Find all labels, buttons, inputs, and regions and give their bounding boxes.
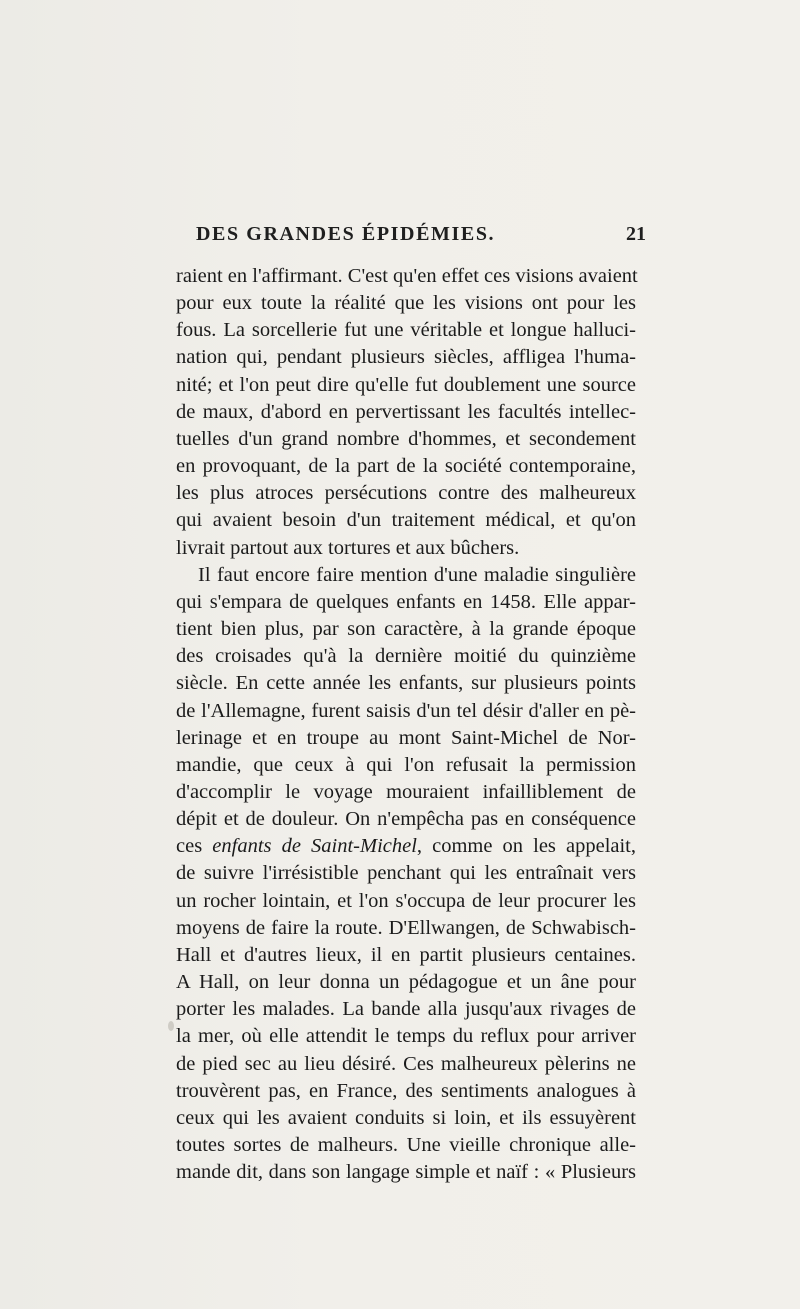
text-line: lerinage et en troupe au mont Saint-Michel de Nor- (176, 726, 636, 749)
paper-spot (168, 1021, 174, 1031)
text-line: tuelles d'un grand nombre d'hommes, et secondement (176, 427, 636, 450)
text-line: qui s'empara de quelques enfants en 1458. Elle appar- (176, 590, 636, 613)
italic-term: enfants de Saint-Michel (212, 835, 417, 858)
text-line: tient bien plus, par son caractère, à la grande époque (176, 618, 636, 641)
text-line: de l'Allemagne, furent saisis d'un tel désir d'aller en pè- (176, 699, 636, 722)
text-line: siècle. En cette année les enfants, sur plusieurs points (176, 672, 636, 695)
text-line: de suivre l'irrésistible penchant qui les entraînait vers (176, 862, 636, 885)
text-line: d'accomplir le voyage mouraient infailliblement de (176, 780, 636, 803)
text-line: les plus atroces persécutions contre des malheureux (176, 482, 636, 505)
body-text (176, 263, 636, 1186)
text-line: de maux, d'abord en pervertissant les facultés intellec- (176, 400, 636, 423)
text-line: dépit et de douleur. On n'empêcha pas en conséquence (176, 808, 636, 831)
text-line: Hall et d'autres lieux, il en partit plusieurs centaines. (176, 943, 636, 966)
text-line: de pied sec au lieu désiré. Ces malheureux pèlerins ne (176, 1052, 636, 1075)
text-segment: , comme on les appelait, (416, 835, 636, 858)
text-line: pour eux toute la réalité que les visions ont pour les (176, 292, 636, 315)
text-line: A Hall, on leur donna un pédagogue et un âne pour (176, 971, 636, 994)
paragraph-start-line: Il faut encore faire mention d'une maladie singulière (198, 563, 636, 586)
text-line: toutes sortes de malheurs. Une vieille chronique alle- (176, 1134, 636, 1156)
text-line: mande dit, dans son langage simple et naïf : « Plusieurs (176, 1161, 636, 1184)
paragraph-end-line: livrait partout aux tortures et aux bûchers. (176, 536, 520, 559)
text-line: moyens de faire la route. D'Ellwangen, de Schwabisch- (176, 916, 636, 939)
text-segment: ces (176, 835, 203, 858)
text-line: mandie, que ceux à qui l'on refusait la permission (176, 753, 636, 776)
running-title: DES GRANDES ÉPIDÉMIES. (196, 223, 496, 245)
text-line: la mer, où elle attendit le temps du reflux pour arriver (176, 1025, 636, 1048)
page-number: 21 (626, 223, 646, 245)
text-line: qui avaient besoin d'un traitement médical, et qu'on (176, 509, 636, 532)
text-line: un rocher lointain, et l'on s'occupa de leur procurer les (176, 889, 636, 912)
text-line: trouvèrent pas, en France, des sentiments analogues à (176, 1079, 636, 1102)
text-line: en provoquant, de la part de la société contemporaine, (176, 455, 636, 478)
text-line: porter les malades. La bande alla jusqu'aux rivages de (176, 998, 636, 1021)
text-line: nité; et l'on peut dire qu'elle fut doublement une source (176, 373, 636, 396)
page-header (0, 223, 800, 253)
text-line: raient en l'affirmant. C'est qu'en effet ces visions avaient (176, 265, 638, 287)
text-line: fous. La sorcellerie fut une véritable et longue halluci- (176, 319, 636, 342)
text-line-with-italic (176, 833, 636, 860)
text-line: nation qui, pendant plusieurs siècles, affligea l'huma- (176, 346, 636, 369)
text-line: ceux qui les avaient conduits si loin, et ils essuyèrent (176, 1106, 636, 1129)
text-line: des croisades qu'à la dernière moitié du quinzième (176, 645, 636, 668)
